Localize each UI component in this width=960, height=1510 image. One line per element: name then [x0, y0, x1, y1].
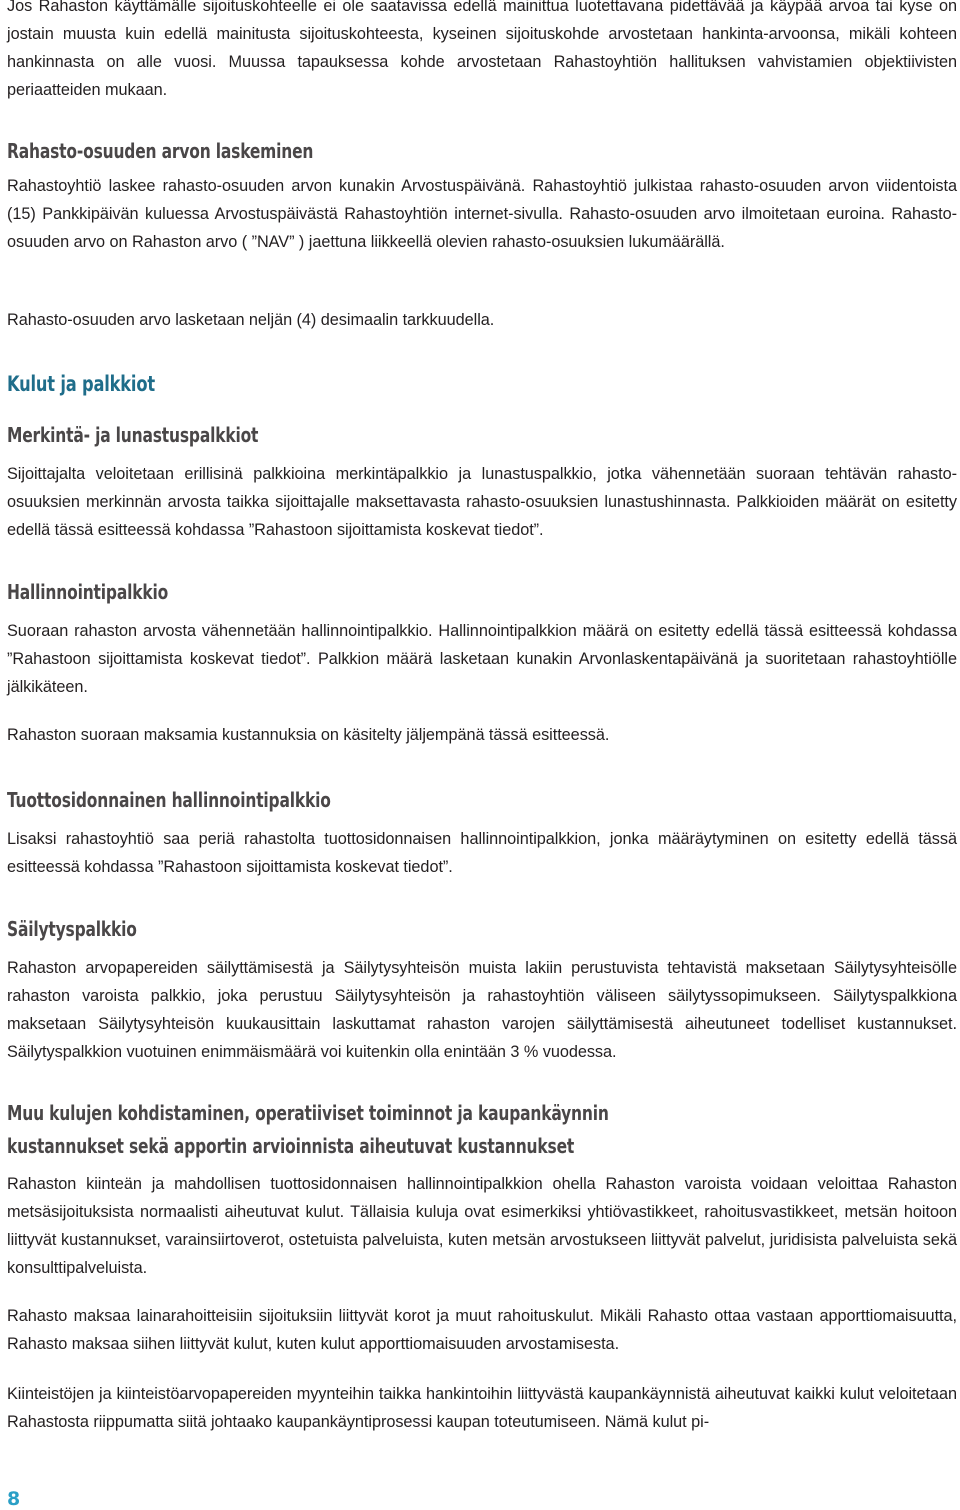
other-costs-paragraph-3: Kiinteistöjen ja kiinteistöarvopapereiden myynteihin taikka hankintoihin liittyvästä kaupankäynnistä aiheutuvat kaikki kulut veloitetaan Rahastosta riippumatta siitä johtaako kaupankäyntiprosessi kaupan toteutumiseen. Nämä kulut pi-	[7, 1385, 957, 1431]
heading-other-costs-line-1: Muu kulujen kohdistaminen, operatiiviset toiminnot ja kaupankäynnin	[7, 1101, 609, 1125]
other-costs-paragraph-2: Rahasto maksaa lainarahoitteisiin sijoituksiin liittyvät korot ja muut rahoituskulut. Mikäli Rahasto ottaa vastaan apporttiomaisuutta, Rahasto maksaa siihen liittyvät kulut, kuten kulut apporttiomaisuuden arvostamisesta.	[7, 1307, 957, 1353]
heading-custody-fee: Säilytyspalkkio	[7, 917, 137, 941]
subscription-fees-paragraph: Sijoittajalta veloitetaan erillisinä palkkioina merkintäpalkkio ja lunastuspalkkio, jotka vähennetään suoraan tehtävän rahasto-osuuksien merkinnän arvosta taikka sijoittajalle maksettavasta rahasto-osuuksien lunastushinnasta. Palkkioiden määrät on esitetty edellä tässä esitteessä kohdassa ”Rahastoon sijoittamista koskevat tiedot”.	[7, 465, 957, 539]
management-fee-paragraph-1: Suoraan rahaston arvosta vähennetään hallinnointipalkkio. Hallinnointipalkkion määrä on esitetty edellä tässä esitteessä kohdassa ”Rahastoon sijoittamista koskevat tiedot”. Palkkion määrä lasketaan kunakin Arvonlaskentapäivänä ja suoritetaan rahastoyhtiölle jälkikäteen.	[7, 622, 957, 696]
other-costs-paragraph-1: Rahaston kiinteän ja mahdollisen tuottosidonnaisen hallinnointipalkkion ohella Rahaston varoista voidaan veloittaa Rahaston metsäsijoituksista normaalisti aiheutuvat kulut. Tällaisia kuluja ovat esimerkiksi yhtiövastikkeet, rahoitusvastikkeet, metsän hoitoon liittyvät kustannukset, varainsiirtoverot, ostetuista palveluista, kuten metsän arvostukseen liittyvät palvelut, juridisista palveluista sekä konsulttipalveluista.	[7, 1175, 957, 1277]
page-number: 8	[7, 1488, 21, 1510]
heading-management-fee: Hallinnointipalkkio	[7, 580, 169, 604]
performance-fee-paragraph: Lisaksi rahastoyhtiö saa periä rahastolta tuottosidonnaisen hallinnointipalkkion, jonka määräytyminen on esitetty edellä tässä esitteessä kohdassa ”Rahastoon sijoittamista koskevat tiedot”.	[7, 830, 957, 876]
nav-calculation-paragraph-2: Rahasto-osuuden arvo lasketaan neljän (4) desimaalin tarkkuudella.	[7, 311, 495, 329]
nav-calculation-paragraph-1: Rahastoyhtiö laskee rahasto-osuuden arvon kunakin Arvostuspäivänä. Rahastoyhtiö julkistaa rahasto-osuuden arvon viidentoista (15) Pankkipäivän kuluessa Arvostuspäivästä Rahastoyhtiön internet-sivulla. Rahasto-osuuden arvo ilmoitetaan euroina. Rahasto-osuuden arvo on Rahaston arvo ( ”NAV” ) jaettuna liikkeellä olevien rahasto-osuuksien lukumäärällä.	[7, 177, 957, 251]
heading-performance-fee: Tuottosidonnainen hallinnointipalkkio	[7, 788, 331, 812]
heading-subscription-fees: Merkintä- ja lunastuspalkkiot	[7, 423, 259, 447]
heading-other-costs-line-2: kustannukset sekä apportin arvioinnista aiheutuvat kustannukset	[7, 1134, 575, 1158]
management-fee-paragraph-2: Rahaston suoraan maksamia kustannuksia on käsitelty jäljempänä tässä esitteessä.	[7, 726, 610, 744]
heading-nav-calculation: Rahasto-osuuden arvon laskeminen	[7, 139, 314, 163]
heading-fees: Kulut ja palkkiot	[7, 372, 155, 396]
intro-paragraph: Jos Rahaston käyttämälle sijoituskohteelle ei ole saatavissa edellä mainittua luotettavana pidettävää ja käypää arvoa tai kyse on jostain muusta kuin edellä mainitusta sijoituskohteesta, kyseinen sijoituskohde arvostetaan hankinta-arvoonsa, mikäli kohteen hankinnasta on alle vuosi. Muussa tapauksessa kohde arvostetaan Rahastoyhtiön hallituksen vahvistamien objektiivisten periaatteiden mukaan.	[7, 0, 957, 99]
custody-fee-paragraph: Rahaston arvopapereiden säilyttämisestä ja Säilytysyhteisön muista lakiin perustuvista tehtavistä maksetaan Säilytysyhteisölle rahaston varoista palkkio, joka perustuu Säilytysyhteisön ja rahastoyhtiön väliseen säilytyssopimukseen. Säilytyspalkkiona maksetaan Säilytysyhteisön kuukausittain laskuttamat rahaston varojen säilyttämisestä aiheutuneet todelliset kustannukset. Säilytyspalkkion vuotuinen enimmäismäärä voi kuitenkin olla enintään 3 % vuodessa.	[7, 959, 957, 1061]
